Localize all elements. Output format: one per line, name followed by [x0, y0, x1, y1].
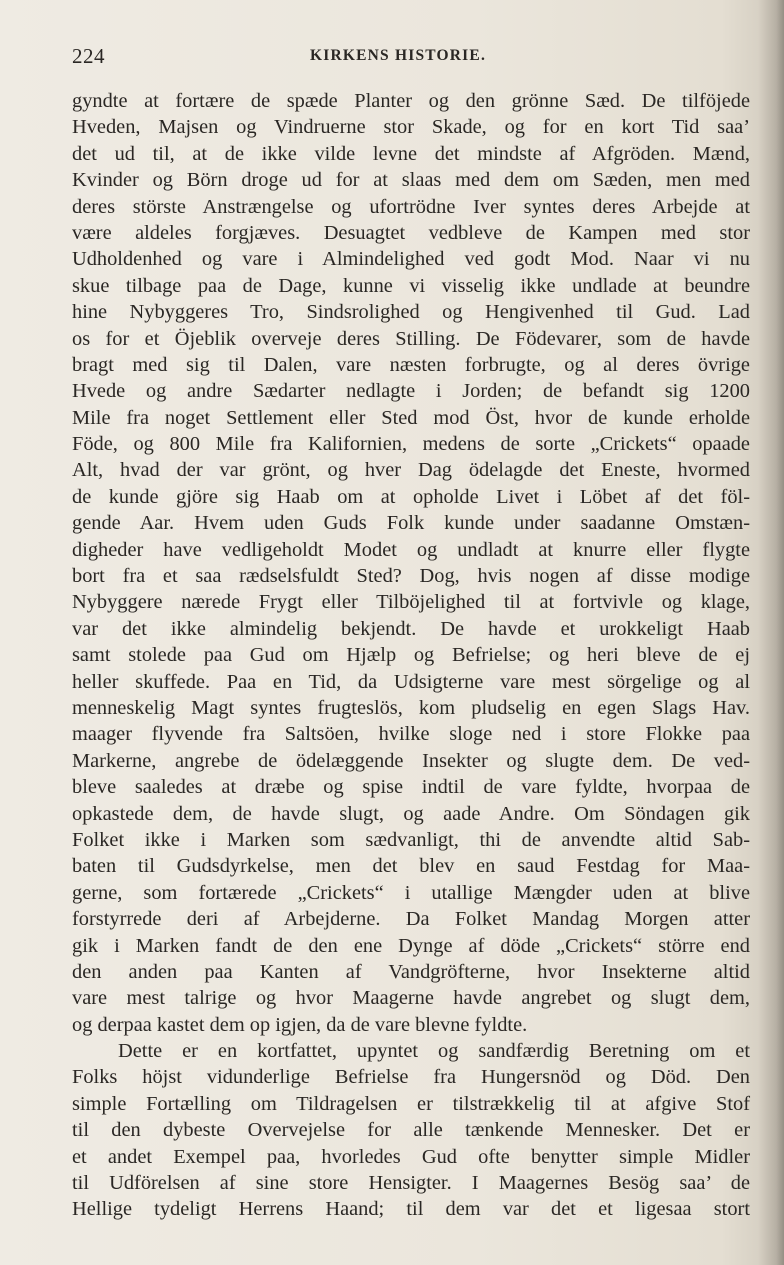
text-line: gyndte at fortære de spæde Planter og den grönne Sæd. De tilföjede	[72, 90, 750, 112]
text-line: den anden paa Kanten af Vandgröfterne, hvor Insekterne altid	[72, 960, 750, 983]
running-head: KIRKENS HISTORIE.	[309, 47, 487, 64]
text-line: Alt, hvad der var grönt, og hver Dag ödelagde det Eneste, hvormed	[72, 459, 750, 482]
text-line: Föde, og 800 Mile fra Kalifornien, medens de sorte „Crickets“ opaade	[72, 433, 750, 456]
text-line: simple Fortælling om Tildragelsen er tilstrækkelig til at afgive Stof	[72, 1092, 750, 1115]
page-number: 224	[72, 44, 105, 68]
text-line: bragt med sig til Dalen, vare næsten forbrugte, og al deres övrige	[72, 353, 750, 376]
page-header	[72, 44, 724, 74]
text-line: Folket ikke i Marken som sædvanligt, thi de anvendte altid Sab-	[72, 828, 750, 851]
text-line: menneskelig Magt syntes frugteslös, kom pludselig en egen Slags Hav.	[72, 696, 750, 719]
text-line: Hellige tydeligt Herrens Haand; til dem var det et ligesaa stort	[72, 1198, 750, 1221]
text-line: og derpaa kastet dem op igjen, da de vare blevne fyldte.	[72, 1013, 528, 1036]
text-line: os for et Öjeblik overveje deres Stilling. De Födevarer, som de havde	[72, 327, 750, 350]
text-line: være aldeles forgjæves. Desuagtet vedbleve de Kampen med stor	[72, 221, 750, 244]
text-line: baten til Gudsdyrkelse, men det blev en saud Festdag for Maa-	[72, 855, 750, 878]
text-line: heller skuffede. Paa en Tid, da Udsigterne vare mest sörgelige og al	[72, 670, 750, 693]
text-line: Hvede og andre Sædarter nedlagte i Jorden; de befandt sig 1200	[72, 380, 750, 403]
text-line: det ud til, at de ikke vilde levne det mindste af Afgröden. Mænd,	[72, 142, 750, 165]
text-line: et andet Exempel paa, hvorledes Gud ofte benytter simple Midler	[72, 1145, 750, 1168]
text-line: gende Aar. Hvem uden Guds Folk kunde under saadanne Omstæn-	[72, 512, 750, 535]
text-line: til Udförelsen af sine store Hensigter. I Maagernes Besög saa’ de	[72, 1172, 750, 1195]
text-line: Mile fra noget Settlement eller Sted mod Öst, hvor de kunde erholde	[72, 406, 750, 429]
page-edge-shadow	[758, 0, 784, 1265]
text-line: bleve saaledes at dræbe og spise indtil de vare fyldte, hvorpaa de	[72, 776, 750, 799]
text-line: samt stolede paa Gud om Hjælp og Befrielse; og heri bleve de ej	[72, 644, 750, 667]
text-line: til den dybeste Overvejelse for alle tænkende Mennesker. Det er	[72, 1119, 750, 1142]
text-line: gerne, som fortærede „Crickets“ i utallige Mængder uden at blive	[72, 881, 750, 904]
body-text	[72, 88, 750, 1223]
text-line: de kunde gjöre sig Haab om at opholde Livet i Löbet af det föl-	[72, 485, 750, 508]
text-line: maager flyvende fra Saltsöen, hvilke sloge ned i store Flokke paa	[72, 723, 750, 746]
text-line: hine Nybyggeres Tro, Sindsrolighed og Hengivenhed til Gud. Lad	[72, 301, 750, 324]
text-line: Udholdenhed og vare i Almindelighed ved godt Mod. Naar vi nu	[72, 248, 750, 271]
text-line: gik i Marken fandt de den ene Dynge af döde „Crickets“ större end	[72, 934, 750, 957]
text-line: Nybyggere nærede Frygt eller Tilböjelighed til at fortvivle og klage,	[72, 591, 750, 614]
text-line: bort fra et saa rædselsfuldt Sted? Dog, hvis nogen af disse modige	[72, 565, 750, 588]
text-line: digheder have vedligeholdt Modet og undladt at knurre eller flygte	[72, 538, 750, 561]
text-line: Markerne, angrebe de ödelæggende Insekter og slugte dem. De ved-	[72, 749, 750, 772]
text-line: skue tilbage paa de Dage, kunne vi visselig ikke undlade at beundre	[72, 274, 750, 297]
text-line: opkastede dem, de havde slugt, og aade Andre. Om Söndagen gik	[72, 802, 750, 825]
text-line: Dette er en kortfattet, upyntet og sandfærdig Beretning om et	[118, 1040, 750, 1063]
text-line: Kvinder og Börn droge ud for at slaas med dem om Sæden, men med	[72, 169, 750, 192]
text-line: forstyrrede deri af Arbejderne. Da Folket Mandag Morgen atter	[72, 908, 750, 931]
text-line: vare mest talrige og hvor Maagerne havde angrebet og slugt dem,	[72, 987, 750, 1010]
text-line: deres störste Anstrængelse og ufortrödne Iver syntes deres Arbejde at	[72, 195, 750, 218]
text-line: Hveden, Majsen og Vindruerne stor Skade, og for en kort Tid saa’	[72, 116, 750, 139]
text-line: Folks höjst vidunderlige Befrielse fra Hungersnöd og Död. Den	[72, 1066, 750, 1089]
text-line: var det ikke almindelig bekjendt. De havde et urokkeligt Haab	[72, 617, 750, 640]
